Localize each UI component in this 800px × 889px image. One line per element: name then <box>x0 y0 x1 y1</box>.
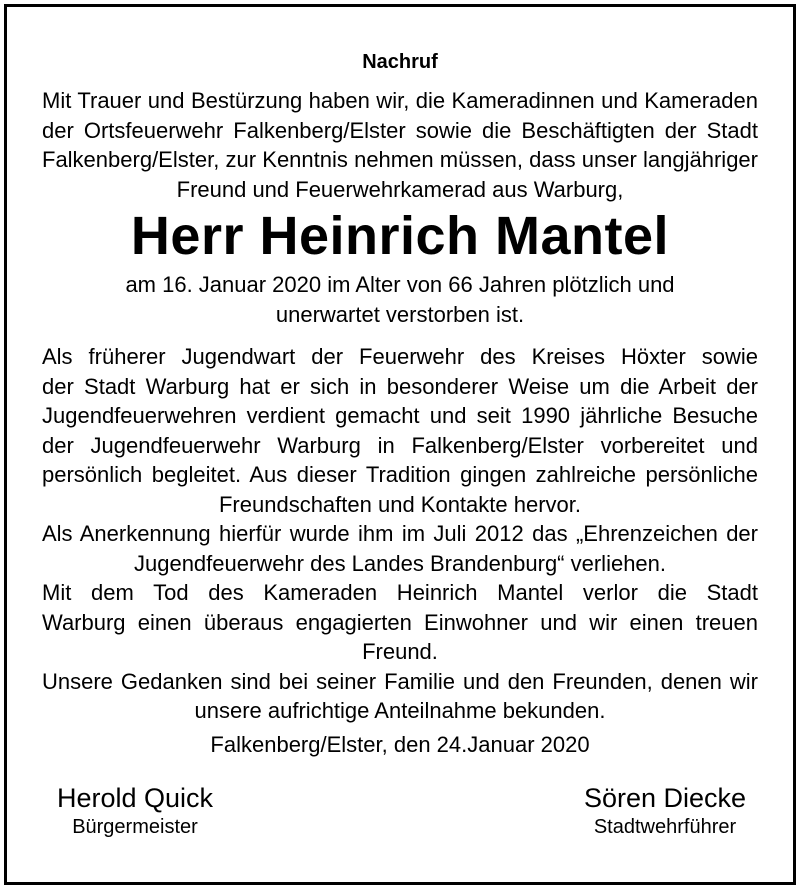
place-date: Falkenberg/Elster, den 24.Januar 2020 <box>210 732 590 757</box>
body-line: Als früherer Jugendwart der Feuerwehr des Kreises Höxter sowie <box>42 344 758 369</box>
body-line: unsere aufrichtige Anteilnahme bekunden. <box>194 698 606 723</box>
signatory-name: Herold Quick <box>56 783 214 813</box>
signature-mayor <box>40 782 230 840</box>
intro-line: Mit Trauer und Bestürzung haben wir, die Kameradinnen und Kameraden <box>42 88 758 113</box>
body-line: Mit dem Tod des Kameraden Heinrich Mantel verlor die Stadt <box>42 580 758 605</box>
intro-line: Freund und Feuerwehrkamerad aus Warburg, <box>176 176 624 202</box>
death-line: unerwartet verstorben ist. <box>275 301 525 327</box>
body-line: Warburg einen überaus engagierten Einwohner und wir einen treuen <box>42 609 758 635</box>
intro-paragraph <box>42 86 758 204</box>
signatory-role: Stadtwehrführer <box>593 816 737 838</box>
death-line: am 16. Januar 2020 im Alter von 66 Jahren plötzlich und <box>125 272 675 297</box>
intro-line: der Ortsfeuerwehr Falkenberg/Elster sowie die Beschäftigten der Stadt <box>42 117 758 143</box>
death-paragraph <box>42 270 758 329</box>
deceased-name: Herr Heinrich Mantel <box>130 206 670 266</box>
signatory-role: Bürgermeister <box>72 816 198 838</box>
body-line: Freundschaften und Kontakte hervor. <box>218 491 581 517</box>
body-paragraph <box>42 342 758 726</box>
body-line: Jugendfeuerwehren verdient gemacht und seit 1990 jährliche Besuche <box>42 403 758 428</box>
body-line: Freund. <box>362 639 438 664</box>
body-line: Als Anerkennung hierfür wurde ihm im Juli 2012 das „Ehrenzeichen der <box>42 521 758 546</box>
body-line: Jugendfeuerwehr des Landes Brandenburg“ verliehen. <box>133 550 667 576</box>
body-line: persönlich begleitet. Aus dieser Tradition gingen zahlreiche persönliche <box>42 462 758 487</box>
body-line: der Jugendfeuerwehr Warburg in Falkenberg/Elster vorbereitet und <box>42 432 758 458</box>
signature-fire-chief <box>565 782 765 840</box>
notice-title: Nachruf <box>362 51 438 73</box>
body-line: der Stadt Warburg hat er sich in besonderer Weise um die Arbeit der <box>42 373 758 399</box>
body-line: Unsere Gedanken sind bei seiner Familie und den Freunden, denen wir <box>42 668 758 694</box>
intro-line: Falkenberg/Elster, zur Kenntnis nehmen müssen, dass unser langjähriger <box>42 147 758 172</box>
signatory-name: Sören Diecke <box>583 783 747 813</box>
